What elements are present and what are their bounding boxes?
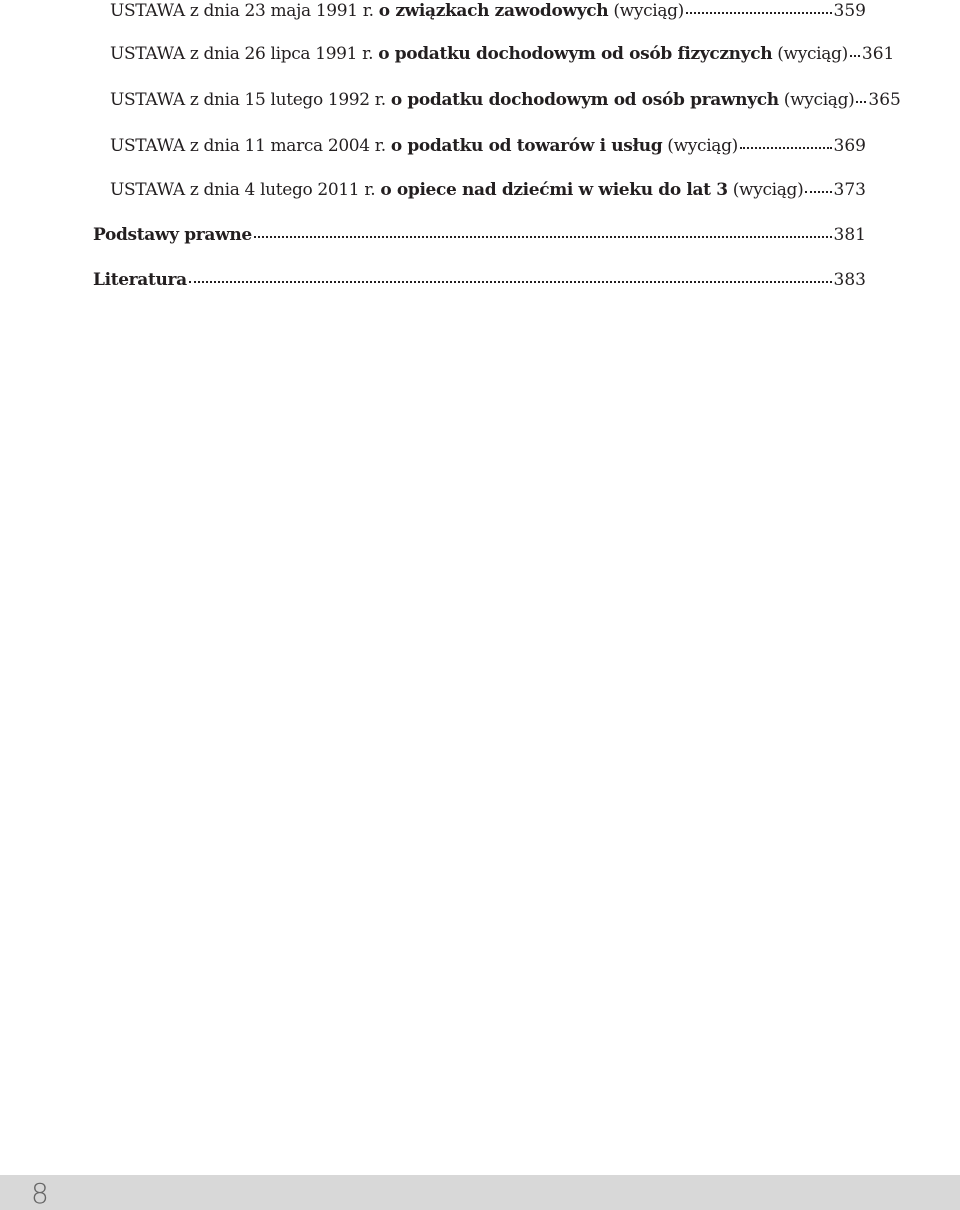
toc-section-title: Literatura bbox=[93, 270, 187, 290]
toc-entry-pdop[interactable] bbox=[110, 89, 901, 111]
dot-leader bbox=[740, 137, 832, 151]
toc-entry-opieka-nad-dziecmi[interactable] bbox=[110, 179, 866, 201]
dot-leader bbox=[850, 45, 860, 59]
dot-leader bbox=[686, 2, 832, 16]
toc-entry-title: USTAWA z dnia 11 marca 2004 r. o podatku od towarów i usług (wyciąg) bbox=[110, 136, 738, 156]
dot-leader bbox=[254, 226, 832, 240]
toc-entry-pdof[interactable] bbox=[110, 43, 895, 65]
page-footer-band bbox=[0, 1175, 960, 1210]
toc-section-title: Podstawy prawne bbox=[93, 225, 252, 245]
toc-page-number: 373 bbox=[833, 180, 866, 200]
toc-entry-title: USTAWA z dnia 4 lutego 2011 r. o opiece nad dziećmi w wieku do lat 3 (wyciąg) bbox=[110, 180, 804, 200]
dot-leader bbox=[189, 271, 832, 285]
toc-page-number: 383 bbox=[833, 270, 866, 290]
toc-entry-zwiazki-zawodowe[interactable] bbox=[110, 0, 866, 22]
page-number: 8 bbox=[31, 1177, 49, 1210]
toc-entry-title: USTAWA z dnia 26 lipca 1991 r. o podatku dochodowym od osób fizycznych (wyciąg) bbox=[110, 44, 848, 64]
toc-page-number: 361 bbox=[861, 44, 895, 64]
toc-page-number: 381 bbox=[833, 225, 866, 245]
toc-entry-vat[interactable] bbox=[110, 135, 866, 157]
toc-entry-title: USTAWA z dnia 23 maja 1991 r. o związkach zawodowych (wyciąg) bbox=[110, 1, 684, 21]
dot-leader bbox=[805, 181, 831, 195]
toc-entry-title: USTAWA z dnia 15 lutego 1992 r. o podatku dochodowym od osób prawnych (wyciąg) bbox=[110, 90, 855, 110]
dot-leader bbox=[856, 91, 866, 105]
toc-page-number: 359 bbox=[833, 1, 866, 21]
toc-section-literatura[interactable] bbox=[93, 269, 866, 291]
toc-section-podstawy-prawne[interactable] bbox=[93, 224, 866, 246]
toc-page-number: 365 bbox=[868, 90, 901, 110]
toc-page-number: 369 bbox=[833, 136, 866, 156]
